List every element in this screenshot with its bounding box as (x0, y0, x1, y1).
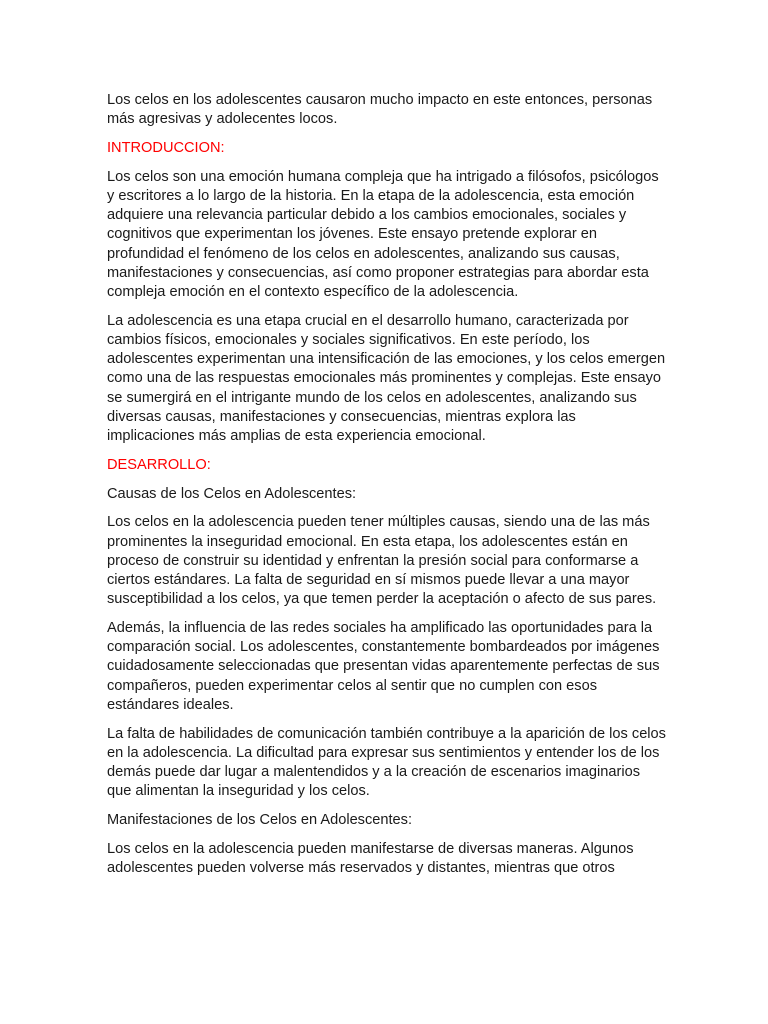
document-page (107, 91, 667, 888)
manifestaciones-paragraph-1: Los celos en la adolescencia pueden manifestarse de diversas maneras. Algunos adolescentes pueden volverse más reservados y distantes, mientras que otros (107, 840, 634, 877)
intro-paragraph-2: La adolescencia es una etapa crucial en el desarrollo humano, caracterizada por cambios físicos, emocionales y sociales significativos. En este período, los adolescentes experimentan una intensificación de las emociones, y los celos emergen como una de las respuestas emocionales más prominentes y complejas. Este ensayo se sumergirá en el intrigante mundo de los celos en adolescentes, analizando sus diversas causas, manifestaciones y consecuencias, mientras explora las implicaciones más amplias de esta experiencia emocional. (107, 312, 666, 445)
subheading-causas: Causas de los Celos en Adolescentes: (107, 485, 357, 502)
subheading-manifestaciones: Manifestaciones de los Celos en Adolescentes: (107, 812, 413, 829)
intro-line: Los celos en los adolescentes causaron mucho impacto en este entonces, personas más agresivas y adolecentes locos. (107, 92, 653, 128)
causas-paragraph-2: Además, la influencia de las redes sociales ha amplificado las oportunidades para la comparación social. Los adolescentes, constantemente bombardeados por imágenes cuidadosamente seleccionadas que presentan vidas aparentemente perfectas de sus compañeros, pueden experimentar celos al sentir que no cumplen con esos estándares ideales. (107, 620, 660, 713)
heading-introduccion: INTRODUCCION: (107, 140, 225, 156)
causas-paragraph-3: La falta de habilidades de comunicación también contribuye a la aparición de los celos en la adolescencia. La dificultad para expresar sus sentimientos y entender los de los demás puede dar lugar a malentendidos y a la creación de escenarios imaginarios que alimentan la inseguridad y los celos. (107, 725, 666, 800)
heading-desarrollo: DESARROLLO: (107, 456, 211, 473)
intro-paragraph-1: Los celos son una emoción humana compleja que ha intrigado a filósofos, psicólogos y escritores a lo largo de la historia. En la etapa de la adolescencia, esta emoción adquiere una relevancia particular debido a los cambios emocionales, sociales y cognitivos que experimentan los jóvenes. Este ensayo pretende explorar en profundidad el fenómeno de los celos en adolescentes, analizando sus causas, manifestaciones y consecuencias, así como proponer estrategias para abordar esta compleja emoción en el contexto específico de la adolescencia. (107, 168, 659, 301)
causas-paragraph-1: Los celos en la adolescencia pueden tener múltiples causas, siendo una de las más prominentes la inseguridad emocional. En esta etapa, los adolescentes están en proceso de construir su identidad y enfrentan la presión social para conformarse a ciertos estándares. La falta de seguridad en sí mismos puede llevar a una mayor susceptibilidad a los celos, ya que temen perder la aceptación o afecto de sus pares. (107, 514, 657, 608)
